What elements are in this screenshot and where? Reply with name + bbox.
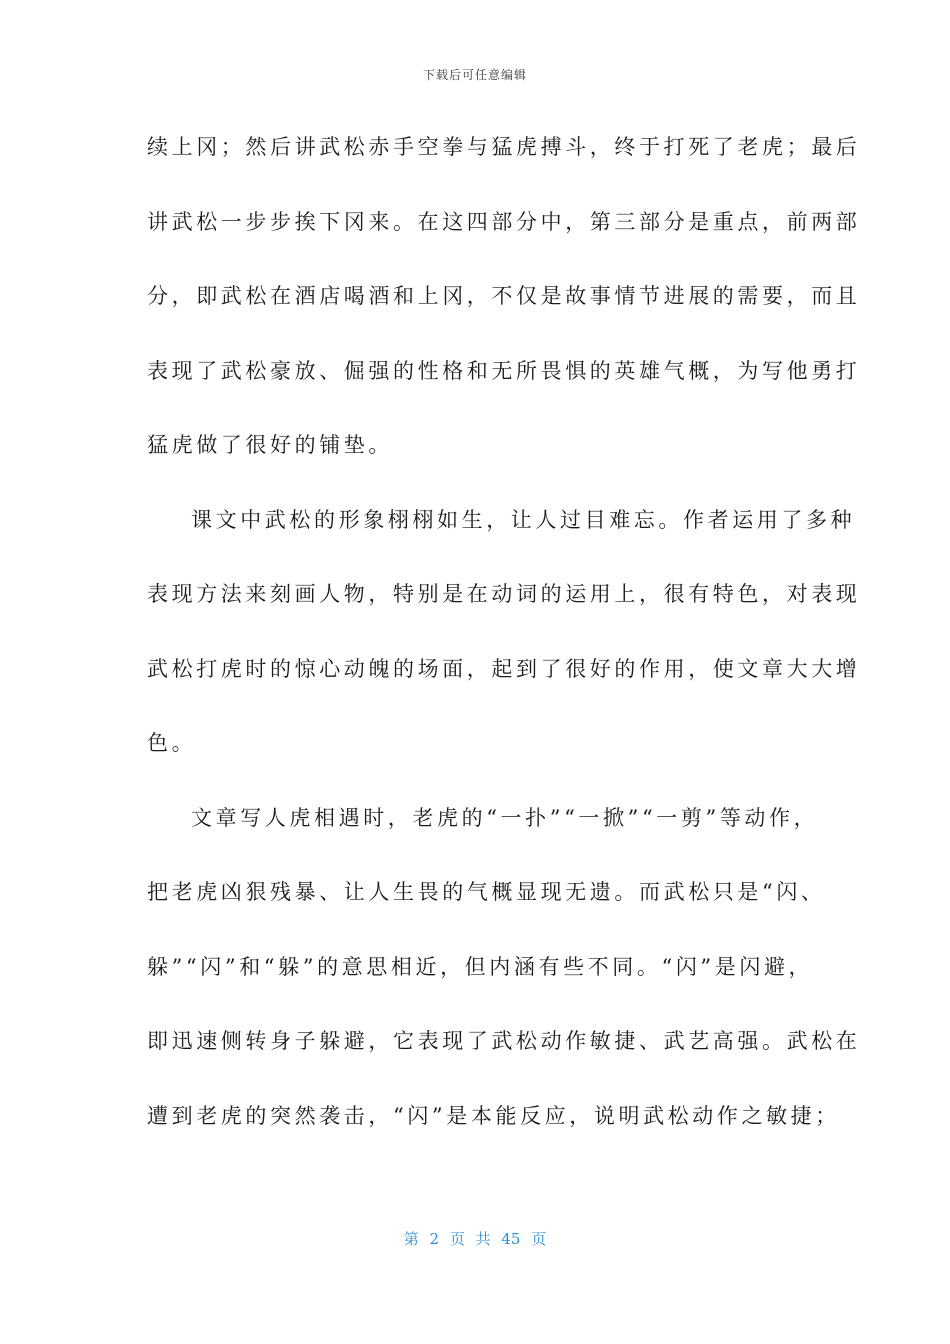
footer-prefix: 第 bbox=[403, 1230, 419, 1248]
body-line-7: 表现方法来刻画人物，特别是在动词的运用上，很有特色，对表现 bbox=[147, 582, 861, 606]
body-line-9: 色。 bbox=[147, 731, 197, 755]
footer-middle: 页 共 bbox=[449, 1230, 491, 1248]
body-line-12: 躲”“闪”和“躲”的意思相近，但内涵有些不同。“闪”是闪避， bbox=[147, 954, 814, 979]
body-line-2: 讲武松一步步挨下冈来。在这四部分中，第三部分是重点，前两部 bbox=[147, 209, 861, 234]
body-line-14: 遭到老虎的突然袭击，“闪”是本能反应，说明武松动作之敏捷； bbox=[147, 1103, 840, 1128]
body-line-5: 猛虎做了很好的铺垫。 bbox=[147, 433, 393, 457]
footer-total-pages: 45 bbox=[501, 1230, 521, 1248]
footer-current-page: 2 bbox=[429, 1230, 440, 1248]
body-line-10: 文章写人虎相遇时，老虎的“一扑”“一掀”“一剪”等动作， bbox=[191, 805, 819, 830]
body-line-6: 课文中武松的形象栩栩如生，让人过目难忘。作者运用了多种 bbox=[191, 507, 856, 532]
body-line-13: 即迅速侧转身子躲避，它表现了武松动作敏捷、武艺高强。武松在 bbox=[147, 1029, 861, 1053]
document-body bbox=[147, 110, 861, 1153]
body-line-1: 续上冈；然后讲武松赤手空拳与猛虎搏斗，终于打死了老虎；最后 bbox=[147, 135, 861, 159]
body-line-3: 分，即武松在酒店喝酒和上冈，不仅是故事情节进展的需要，而且 bbox=[147, 284, 861, 308]
body-line-4: 表现了武松豪放、倔强的性格和无所畏惧的英雄气概，为写他勇打 bbox=[147, 358, 861, 383]
page-header-note: 下载后可任意编辑 bbox=[422, 68, 527, 82]
footer-suffix: 页 bbox=[531, 1230, 547, 1248]
body-line-8: 武松打虎时的惊心动魄的场面，起到了很好的作用，使文章大大增 bbox=[147, 656, 861, 681]
page-footer bbox=[0, 1228, 950, 1249]
body-line-11: 把老虎凶狠残暴、让人生畏的气概显现无遗。而武松只是“闪、 bbox=[147, 880, 826, 904]
